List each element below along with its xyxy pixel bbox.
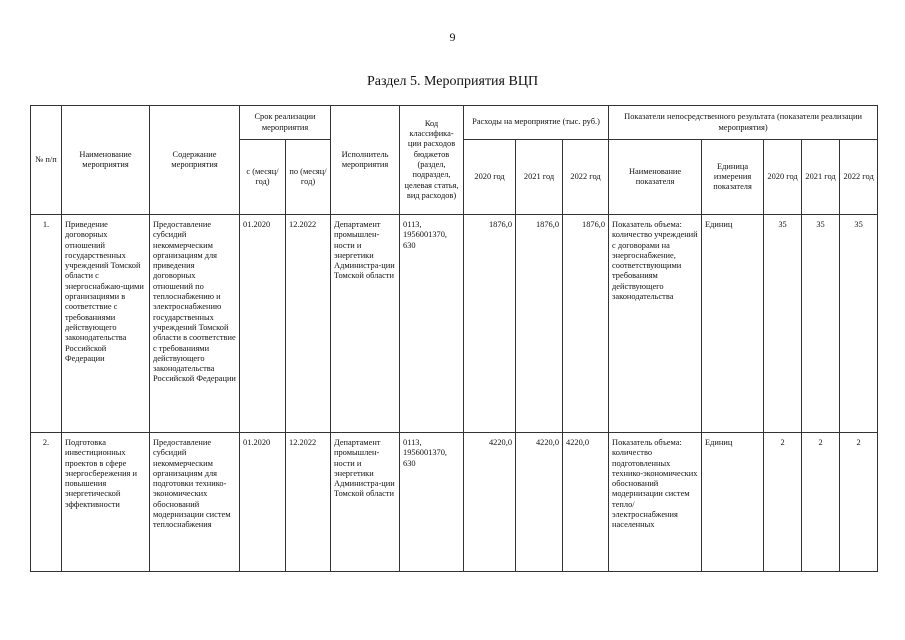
header-exp-2022: 2022 год — [563, 140, 609, 215]
header-num: № п/п — [31, 106, 62, 215]
header-ind-2020: 2020 год — [764, 140, 802, 215]
header-ind-2022: 2022 год — [840, 140, 878, 215]
cell-num: 2. — [31, 433, 62, 572]
header-exp-2020: 2020 год — [464, 140, 516, 215]
cell-executor: Департамент промышлен-ности и энергетики Администра-ции Томской области — [331, 215, 400, 433]
header-exp-2021: 2021 год — [516, 140, 563, 215]
header-indicators-group: Показатели непосредственного результата (показатели реализации мероприятия) — [609, 106, 878, 140]
cell-name: Приведение договорных отношений государственных учреждений Томской области с энергоснабжаю-щими организациями в соответствие с требованиями действующего законодательства Российской Федерации — [62, 215, 150, 433]
cell-ind-2020: 2 — [764, 433, 802, 572]
header-term-to: по (месяц/ год) — [286, 140, 331, 215]
cell-to: 12.2022 — [286, 433, 331, 572]
cell-content-text: Предоставление субсидий некоммерческим организациям для подготовки технико-экономических обоснований модернизации систем теплоснабжения — [153, 438, 231, 530]
cell-code: 0113, 1956001370, 630 — [400, 215, 464, 433]
cell-ind-name: Показатель объема: количество учреждений с договорами на энергоснабжение, соответствующими требованиям действующего законодательства — [609, 215, 702, 433]
cell-name: Подготовка инвестиционных проектов в сфере энергосбережения и повышения энергетической эффективности — [62, 433, 150, 572]
header-term-group: Срок реализации мероприятия — [240, 106, 331, 140]
cell-from: 01.2020 — [240, 433, 286, 572]
cell-exp-2021: 4220,0 — [516, 433, 563, 572]
cell-ind-2021: 35 — [802, 215, 840, 433]
cell-from: 01.2020 — [240, 215, 286, 433]
header-expenses-group: Расходы на мероприятие (тыс. руб.) — [464, 106, 609, 140]
cell-ind-2022: 2 — [840, 433, 878, 572]
cell-exp-2021: 1876,0 — [516, 215, 563, 433]
cell-exp-2020: 4220,0 — [464, 433, 516, 572]
cell-exp-2022: 4220,0 — [563, 433, 609, 572]
header-ind-name: Наименование показателя — [609, 140, 702, 215]
header-ind-2021: 2021 год — [802, 140, 840, 215]
header-name: Наименование мероприятия — [62, 106, 150, 215]
cell-exp-2022: 1876,0 — [563, 215, 609, 433]
cell-content: Предоставление субсидий некоммерческим организациям для приведения договорных отношений по теплоснабжению и электроснабжению государственных учреждений Томской области в соответствие с требованиями действующего законодательства Российской Федерации — [150, 215, 240, 433]
cell-exp-2020: 1876,0 — [464, 215, 516, 433]
cell-num: 1. — [31, 215, 62, 433]
page-number: 9 — [449, 30, 456, 44]
cell-to: 12.2022 — [286, 215, 331, 433]
header-ind-unit: Единица измерения показателя — [702, 140, 764, 215]
header-term-from: с (месяц/ год) — [240, 140, 286, 215]
cell-ind-name-text: Показатель объема: количество подготовленных технико-экономических обоснований модернизации систем тепло/ электроснабжения населенных — [612, 438, 698, 530]
cell-ind-name — [609, 433, 702, 572]
header-content: Содержание мероприятия — [150, 106, 240, 215]
cell-ind-2020: 35 — [764, 215, 802, 433]
table-row — [31, 215, 878, 433]
table-row — [31, 433, 878, 572]
cell-ind-unit: Единиц — [702, 215, 764, 433]
section-title: Раздел 5. Мероприятия ВЦП — [366, 74, 539, 89]
header-executor: Исполнитель мероприятия — [331, 106, 400, 215]
cell-ind-2022: 35 — [840, 215, 878, 433]
cell-content — [150, 433, 240, 572]
header-code: Код классифика-ции расходов бюджетов (раздел, подраздел, целевая статья, вид расходов) — [400, 106, 464, 215]
cell-ind-unit: Единиц — [702, 433, 764, 572]
measures-table — [30, 105, 878, 572]
cell-executor: Департамент промышлен-ности и энергетики Администра-ции Томской области — [331, 433, 400, 572]
cell-code: 0113, 1956001370, 630 — [400, 433, 464, 572]
cell-ind-2021: 2 — [802, 433, 840, 572]
